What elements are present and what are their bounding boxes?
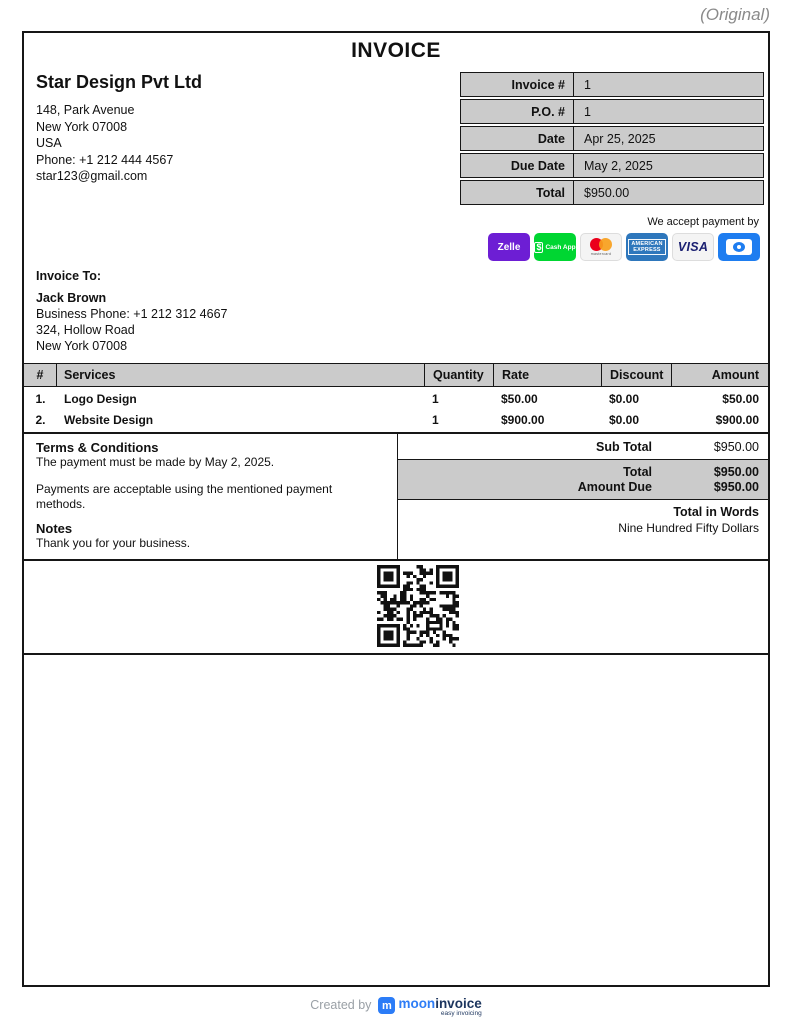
meta-value: 1 xyxy=(584,77,591,92)
mastercard-label: mastercard xyxy=(590,252,612,256)
american-express-label xyxy=(628,239,665,255)
row-number: 2. xyxy=(35,412,46,427)
customer-address-line: New York 07008 xyxy=(36,339,128,353)
qr-code-section xyxy=(24,561,768,655)
visa-label: VISA xyxy=(677,240,709,254)
brand-name xyxy=(398,996,481,1011)
service-discount: $0.00 xyxy=(609,391,640,406)
subtotal-value: $950.00 xyxy=(713,439,759,454)
total-row xyxy=(398,464,768,479)
company-address-line: 148, Park Avenue xyxy=(36,103,135,117)
meta-value: $950.00 xyxy=(584,185,630,200)
meta-label: Date xyxy=(461,127,574,150)
service-discount: $0.00 xyxy=(609,412,640,427)
payment-icons-row xyxy=(488,233,760,261)
bill-to-section xyxy=(24,261,768,354)
header-row xyxy=(24,63,768,207)
service-quantity: 1 xyxy=(432,412,439,427)
moon-invoice-icon: m xyxy=(378,997,395,1014)
amex-line2: EXPRESS xyxy=(633,247,661,253)
header-discount: Discount xyxy=(601,364,671,386)
company-address-line: USA xyxy=(36,136,62,150)
brand-invoice: invoice xyxy=(435,996,482,1011)
total-in-words-value: Nine Hundred Fifty Dollars xyxy=(618,521,759,535)
meta-value: Apr 25, 2025 xyxy=(584,131,656,146)
customer-phone: Business Phone: +1 212 312 4667 xyxy=(36,307,228,321)
meta-row-po-number xyxy=(460,99,764,124)
payment-methods xyxy=(488,216,768,261)
qr-code xyxy=(377,565,459,647)
terms-and-totals-section xyxy=(24,432,768,561)
bill-to-heading: Invoice To: xyxy=(36,269,102,283)
service-name: Website Design xyxy=(64,412,154,427)
meta-label: Due Date xyxy=(461,154,574,177)
table-row xyxy=(24,409,768,430)
service-amount: $900.00 xyxy=(715,412,759,427)
payment-caption: We accept payment by xyxy=(647,216,759,228)
subtotal-label: Sub Total xyxy=(595,439,652,454)
totals-section xyxy=(398,434,768,559)
banknote-icon xyxy=(726,239,752,255)
cash-app-label: Cash App xyxy=(545,243,576,251)
service-quantity: 1 xyxy=(432,391,439,406)
meta-label: Invoice # xyxy=(461,73,574,96)
header-number: # xyxy=(24,364,57,386)
service-rate: $900.00 xyxy=(501,412,545,427)
brand-tagline: easy invoicing xyxy=(440,1010,482,1017)
services-table xyxy=(24,363,768,432)
zelle-icon xyxy=(488,233,530,261)
cash-icon xyxy=(718,233,760,261)
meta-value: 1 xyxy=(584,104,591,119)
terms-section xyxy=(24,434,398,559)
service-name: Logo Design xyxy=(64,391,137,406)
meta-row-date xyxy=(460,126,764,151)
meta-label: P.O. # xyxy=(461,100,574,123)
amount-due-value: $950.00 xyxy=(713,479,759,494)
brand-moon: moon xyxy=(398,996,436,1011)
header-services: Services xyxy=(64,368,116,382)
cash-app-icon xyxy=(534,233,576,261)
mastercard-icon xyxy=(580,233,622,261)
customer-name: Jack Brown xyxy=(36,291,107,305)
meta-row-due-date xyxy=(460,153,764,178)
original-copy-label: (Original) xyxy=(700,5,770,24)
total-label: Total xyxy=(623,464,652,479)
mastercard-circles-icon xyxy=(590,238,612,251)
brand-wordmark xyxy=(398,996,481,1017)
service-rate: $50.00 xyxy=(501,391,538,406)
total-in-words-label: Total in Words xyxy=(673,505,759,519)
company-email: star123@gmail.com xyxy=(36,169,148,183)
invoice-title: INVOICE xyxy=(351,39,441,62)
amex-line1: AMERICAN xyxy=(631,241,663,247)
total-highlight-box xyxy=(398,459,768,500)
meta-label: Total xyxy=(461,181,574,204)
company-info xyxy=(36,72,202,207)
row-number: 1. xyxy=(35,391,46,406)
company-phone: Phone: +1 212 444 4567 xyxy=(36,152,174,167)
company-name: Star Design Pvt Ltd xyxy=(36,72,203,92)
header-quantity: Quantity xyxy=(424,364,493,386)
total-value: $950.00 xyxy=(713,464,759,479)
terms-line: Payments are acceptable using the mentioned payment methods. xyxy=(36,482,333,511)
services-table-header xyxy=(24,363,768,387)
meta-row-invoice-number xyxy=(460,72,764,97)
created-by-label: Created by xyxy=(310,998,372,1012)
moon-invoice-logo xyxy=(378,996,481,1017)
services-table-body xyxy=(24,387,768,432)
total-in-words xyxy=(398,500,768,541)
subtotal-row xyxy=(398,434,768,459)
service-amount: $50.00 xyxy=(722,391,759,406)
notes-heading: Notes xyxy=(36,521,73,536)
invoice-document xyxy=(22,31,770,987)
customer-address-line: 324, Hollow Road xyxy=(36,323,135,337)
meta-value: May 2, 2025 xyxy=(584,158,653,173)
notes-text: Thank you for your business. xyxy=(36,536,191,550)
dollar-icon: $ xyxy=(536,241,542,252)
terms-line: The payment must be made by May 2, 2025. xyxy=(36,455,275,469)
american-express-icon xyxy=(626,233,668,261)
meta-row-total xyxy=(460,180,764,205)
terms-heading: Terms & Conditions xyxy=(36,440,159,455)
amount-due-row xyxy=(398,479,768,494)
amount-due-label: Amount Due xyxy=(577,479,652,494)
blank-area xyxy=(24,655,768,985)
company-address-line: New York 07008 xyxy=(36,119,128,134)
header-amount: Amount xyxy=(671,364,768,386)
invoice-meta-table xyxy=(460,72,764,207)
zelle-label: Zelle xyxy=(497,241,521,253)
footer xyxy=(0,996,792,1017)
table-row xyxy=(24,388,768,409)
visa-icon xyxy=(672,233,714,261)
header-rate: Rate xyxy=(493,364,601,386)
